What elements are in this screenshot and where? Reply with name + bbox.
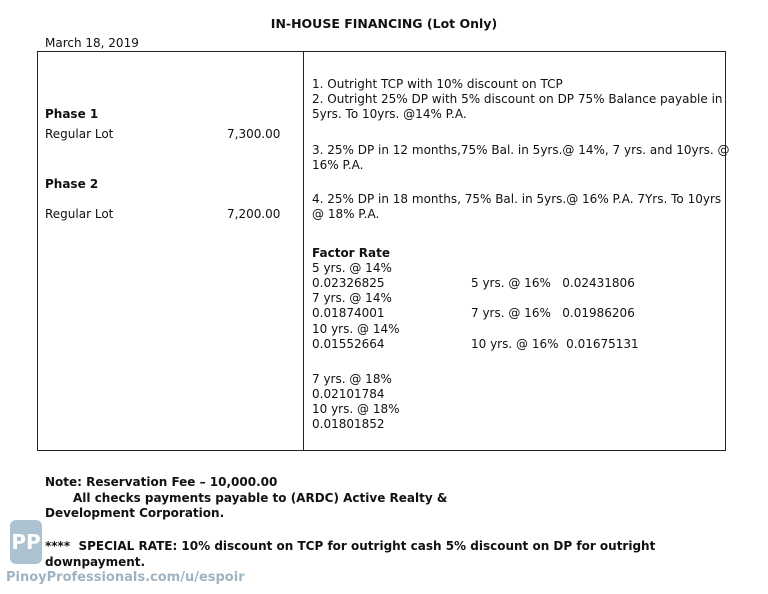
factor-10y-16: 10 yrs. @ 16% 0.01675131 [471, 337, 639, 351]
term-2-line2: 5yrs. To 10yrs. @14% P.A. [312, 107, 467, 121]
column-divider [303, 51, 304, 451]
document-date: March 18, 2019 [45, 36, 139, 50]
factor-rate-heading: Factor Rate [312, 246, 390, 260]
term-3-line2: 16% P.A. [312, 158, 364, 172]
page-title: IN-HOUSE FINANCING (Lot Only) [270, 16, 498, 31]
term-4-line2: @ 18% P.A. [312, 207, 380, 221]
phase2-lot-label: Regular Lot [45, 207, 114, 221]
term-3-line1: 3. 25% DP in 12 months,75% Bal. in 5yrs.@ 14%, 7 yrs. and 10yrs. @ [312, 143, 730, 157]
phase2-title: Phase 2 [45, 177, 99, 191]
phase2-lot-price: 7,200.00 [227, 207, 281, 221]
factor-5y-16: 5 yrs. @ 16% 0.02431806 [471, 276, 635, 290]
checks-payable-note-cont: Development Corporation. [45, 506, 225, 520]
watermark-text: PinoyProfessionals.com/u/espoir [6, 570, 245, 585]
special-rate-block [45, 539, 655, 570]
term-2-line1: 2. Outright 25% DP with 5% discount on DP 75% Balance payable in [312, 92, 723, 106]
factor-10y-14-value: 0.01552664 [312, 337, 385, 351]
special-rate-line2: downpayment. [45, 554, 146, 569]
note-block [45, 475, 447, 522]
factor-5y-14-label: 5 yrs. @ 14% [312, 261, 392, 275]
phase1-lot-price: 7,300.00 [227, 127, 281, 141]
watermark-logo: PP [10, 520, 42, 564]
factor-7y-16: 7 yrs. @ 16% 0.01986206 [471, 306, 635, 320]
phase1-title: Phase 1 [45, 107, 99, 121]
factor-7y-14-label: 7 yrs. @ 14% [312, 291, 392, 305]
factor-7y-18-value: 0.02101784 [312, 387, 385, 401]
reservation-fee-note: Note: Reservation Fee – 10,000.00 [45, 475, 278, 489]
special-rate-line1: **** SPECIAL RATE: 10% discount on TCP for outright cash 5% discount on DP for outright [45, 539, 656, 553]
factor-7y-18-label: 7 yrs. @ 18% [312, 372, 392, 386]
factor-10y-18-label: 10 yrs. @ 18% [312, 402, 400, 416]
term-4-line1: 4. 25% DP in 18 months, 75% Bal. in 5yrs.@ 16% P.A. 7Yrs. To 10yrs [312, 192, 722, 206]
factor-5y-14-value: 0.02326825 [312, 276, 385, 290]
checks-payable-note: All checks payments payable to (ARDC) Active Realty & [73, 490, 448, 505]
factor-10y-14-label: 10 yrs. @ 14% [312, 322, 400, 336]
factor-10y-18-value: 0.01801852 [312, 417, 385, 431]
phase1-lot-label: Regular Lot [45, 127, 114, 141]
term-1: 1. Outright TCP with 10% discount on TCP [312, 77, 563, 91]
factor-7y-14-value: 0.01874001 [312, 306, 385, 320]
